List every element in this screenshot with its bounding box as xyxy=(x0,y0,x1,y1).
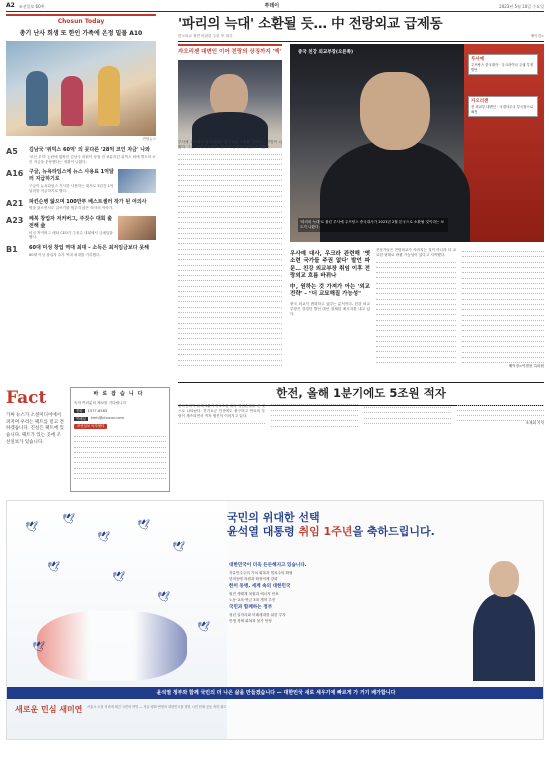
article-column xyxy=(462,248,544,376)
text-line xyxy=(178,177,282,181)
main-subline-right: 베이징= xyxy=(530,34,544,39)
photo-figure xyxy=(98,66,120,126)
ad-title-name: 윤석열 대통령 xyxy=(227,525,295,539)
main-headline-block xyxy=(178,16,544,42)
contact-label: 이메일 xyxy=(76,416,86,421)
text-line xyxy=(178,209,282,213)
text-line xyxy=(178,325,282,329)
text-line xyxy=(364,420,451,424)
text-line xyxy=(376,306,456,310)
text-line xyxy=(178,282,282,286)
text-line xyxy=(178,203,282,207)
text-line xyxy=(178,267,282,271)
text-line xyxy=(178,420,265,424)
text-line xyxy=(376,269,456,273)
ad-list-item: 원전 생태계 복원과 에너지 안보 xyxy=(229,592,279,597)
reader-center-button[interactable]: 조선일보 독자센터 xyxy=(74,424,107,429)
contact-row xyxy=(74,409,166,414)
contact-row xyxy=(74,424,166,429)
text-line xyxy=(178,240,282,244)
profile-text: 주프랑스 중국대사 · 우크라이나 주권 부정 발언 xyxy=(471,63,534,72)
text-line xyxy=(74,470,166,474)
text-line xyxy=(74,465,166,469)
text-lines xyxy=(462,248,544,363)
text-line xyxy=(462,301,544,305)
text-line xyxy=(462,248,544,252)
text-line xyxy=(376,311,456,315)
text-line xyxy=(462,253,544,257)
text-line xyxy=(462,311,544,315)
text-line xyxy=(178,351,282,355)
ad-list-heading: 한미 동맹, 세계 속의 대한민국 xyxy=(229,583,291,589)
text-lines xyxy=(376,258,456,363)
ad-portrait xyxy=(473,561,535,681)
text-line xyxy=(178,172,282,176)
text-line xyxy=(462,306,544,310)
text-line xyxy=(74,459,166,463)
text-line xyxy=(178,182,282,186)
text-line xyxy=(178,251,282,255)
pull-quote-block xyxy=(178,44,282,148)
article-body: 중국 외교가 변화하고 있다는 분석이다. 친강 외교부장은 강경한 발언 대신 절제된 메시지를 내고 있다. xyxy=(290,301,370,316)
text-lines xyxy=(74,433,166,479)
text-line xyxy=(74,454,166,458)
brief-text: 60세 이상 창업자 수가 역대 최대를 기록했다. xyxy=(29,253,101,258)
text-line xyxy=(462,296,544,300)
article-subhead: 中, 원하는 것 가져가 아는 '외교 전략' – "더 교묘해질 가능성" xyxy=(290,283,370,298)
brief-text: '코인 투자' 논란에 휩싸인 김남국 의원이 상장 전 보유하던 위믹스 외에 별도의 코인 자금을 운용했다는 정황이 나왔다. xyxy=(29,154,156,164)
chosun-today-column xyxy=(6,14,156,389)
pull-quote: 자오리젠 대변인 이어 전랑의 상징까지 '엑' xyxy=(178,49,282,55)
chosun-today-lead-title[interactable]: 총기 난사 희생 또 한인 가족에 온정 밀물 A10 xyxy=(19,30,143,38)
portrait-body xyxy=(473,593,535,681)
mid-article-body: 한국전력이 올해 1분기에 5조원 대의 영업손실을 낸 것으로 나타났다. 전기요금 인상에도 불구하고 연료비 부담이 계속되면서 적자 행진이 이어지고 있다. xyxy=(178,404,265,419)
text-line xyxy=(178,288,282,292)
main-headline[interactable]: '파리의 늑대' 소환될 듯… 中 전랑외교 급제동 xyxy=(178,16,443,32)
text-line xyxy=(271,412,358,416)
text-line xyxy=(376,343,456,347)
dove-icon: 🕊 xyxy=(47,562,60,573)
text-line xyxy=(178,150,282,154)
dove-icon: 🕊 xyxy=(157,592,170,603)
ad-list-item: 청년 일자리와 미래세대를 위한 투자 xyxy=(229,612,286,617)
text-line xyxy=(178,161,282,165)
text-line xyxy=(462,333,544,337)
dove-icon: 🕊 xyxy=(32,642,45,653)
ad-title-line1: 국민의 위대한 선택 xyxy=(227,511,320,524)
fact-text: 가짜 뉴스가 소셜미디어에서 퍼지며 우리는 팩트를 믿고 전하겠습니다. 진실은 팩트에 있습니다. 팩트가 있는 곳에 조선일보가 있습니다. xyxy=(6,412,64,445)
brief-code: A5 xyxy=(6,146,18,156)
text-line xyxy=(178,272,282,276)
ad-list-item: 자유민주주의 가치 회복과 법치주의 확립 xyxy=(229,571,293,576)
correction-text: 독자 여러분의 제보를 기다립니다 xyxy=(74,400,127,405)
text-line xyxy=(178,298,282,302)
text-line xyxy=(178,293,282,297)
text-line xyxy=(178,198,282,202)
text-line xyxy=(462,274,544,278)
text-line xyxy=(271,406,358,410)
mid-article xyxy=(178,404,544,492)
mid-article-credit: 조재희 기자 xyxy=(525,421,544,426)
ad-title-highlight: 취임 1주년 xyxy=(298,525,353,539)
text-line xyxy=(178,224,282,228)
article-body: 전문가들은 전랑외교가 사라지는 것이 아니라 더 교묘한 형태로 바뀔 가능성이 있다고 지적했다. xyxy=(376,248,456,258)
text-line xyxy=(178,335,282,339)
text-line xyxy=(178,256,282,260)
text-line xyxy=(376,295,456,299)
brief-code: A16 xyxy=(6,169,24,179)
text-line xyxy=(376,285,456,289)
brief-item[interactable] xyxy=(6,169,156,193)
text-line xyxy=(178,356,282,360)
brief-title: 파킨슨병 앓으며 100만부 베스트셀러 작가 된 여의사 xyxy=(29,198,147,205)
dove-icon: 🕊 xyxy=(137,520,150,531)
text-line xyxy=(376,301,456,305)
correction-box xyxy=(70,387,170,492)
ad-list-heading: 국민과 함께하는 정부 xyxy=(229,604,273,610)
dove-icon: 🕊 xyxy=(25,522,38,533)
brief-thumbnail xyxy=(118,216,156,240)
text-line xyxy=(178,193,282,197)
text-line xyxy=(178,330,282,334)
brief-thumbnail xyxy=(118,169,156,193)
text-line xyxy=(178,362,282,366)
brief-text: 병을 앓으면서도 글쓰기를 멈추지 않은 의사의 이야기. xyxy=(29,206,114,211)
text-line xyxy=(462,280,544,284)
text-line xyxy=(462,338,544,342)
text-line xyxy=(462,354,544,358)
contact-label: 전화 xyxy=(76,408,83,413)
contact-phone[interactable]: 1577-8585 xyxy=(87,408,108,413)
paper-name: 조선일보 60쪽 xyxy=(18,3,45,9)
brief-item[interactable] xyxy=(6,199,156,212)
article-column xyxy=(290,248,370,376)
text-line xyxy=(271,417,358,421)
text-line xyxy=(376,332,456,336)
text-line xyxy=(178,261,282,265)
contact-row xyxy=(74,416,166,421)
text-line xyxy=(178,277,282,281)
profile-text: 전 외교부 대변인 · 국경사무국 부국장으로 좌천 xyxy=(471,105,534,114)
text-line xyxy=(271,422,358,426)
brief-text: 마크 저커버그 메타 CEO가 주짓수 대회에서 금메달을 땄다. xyxy=(29,230,113,240)
text-line xyxy=(178,346,282,350)
ad-footer: 서울시 도심 거리에 새긴 국민의 여망 — 자유·평화·번영의 대한민국을 향한 시민 단체 공동 축하 광고 xyxy=(87,705,227,709)
photo-credit: 연합뉴스 xyxy=(142,137,156,142)
dove-icon: 🕊 xyxy=(172,542,185,553)
text-line xyxy=(364,409,451,413)
text-line xyxy=(178,156,282,160)
brief-item[interactable] xyxy=(6,147,156,164)
text-line xyxy=(462,317,544,321)
ad-sponsor: 새로운 민심 새미연 xyxy=(15,705,83,714)
ad-list-item: 민생 경제 회복과 물가 안정 xyxy=(229,618,272,623)
lead-photo xyxy=(6,41,156,136)
text-line xyxy=(462,343,544,347)
profile-box xyxy=(468,54,538,75)
text-line xyxy=(462,285,544,289)
ad-list-item: 한미동맹 복원과 확장억제 강화 xyxy=(229,577,278,582)
text-line xyxy=(178,314,282,318)
text-line xyxy=(457,407,544,411)
main-photo xyxy=(290,44,544,242)
profile-name: 자오리젠 xyxy=(471,99,489,104)
page-number: A2 xyxy=(6,2,15,10)
text-line xyxy=(376,290,456,294)
text-line xyxy=(178,304,282,308)
text-line xyxy=(376,280,456,284)
text-line xyxy=(178,235,282,239)
ad-list-item: 노동·교육·연금 3대 개혁 추진 xyxy=(229,597,276,602)
text-line xyxy=(178,230,282,234)
text-line xyxy=(376,322,456,326)
article-subhead: 우사예 대사, 우크라 관련해 '옛 소련 국가들 주권 없다' 발언 파문… 친강 외교부장 취임 이후 전랑외교 흐름 바뀌나 xyxy=(290,251,370,280)
text-line xyxy=(462,264,544,268)
ad-banner: 윤석열 정부와 함께 국민의 더 나은 삶을 만들겠습니다 — 대한민국 새로 세우기에 빠르게 가 거기 배가합니다 xyxy=(7,687,544,699)
section-title: 투데이 xyxy=(264,3,280,10)
dove-icon: 🕊 xyxy=(112,572,125,583)
text-line xyxy=(462,322,544,326)
text-line xyxy=(364,414,451,418)
text-line xyxy=(376,258,456,262)
correction-line xyxy=(74,401,166,406)
mid-headline[interactable]: 한전, 올해 1분기에도 5조원 적자 xyxy=(178,382,544,406)
text-line xyxy=(462,259,544,263)
ad-flag-wave xyxy=(37,611,187,681)
article-column xyxy=(376,248,456,376)
text-line xyxy=(178,214,282,218)
brief-code: B1 xyxy=(6,245,18,255)
contact-email[interactable]: kmh@chosun.com xyxy=(90,416,124,421)
text-line xyxy=(178,309,282,313)
article-column xyxy=(178,140,282,376)
text-line xyxy=(178,245,282,249)
ad-achievement-list xyxy=(229,561,469,625)
text-line xyxy=(376,348,456,352)
dove-icon: 🕊 xyxy=(97,532,110,543)
text-line xyxy=(74,433,166,437)
text-line xyxy=(178,166,282,170)
brief-item[interactable] xyxy=(6,216,156,240)
brief-title: 60대 미성 창업 역대 최대 – 소득은 최저임금보다 못해 xyxy=(29,245,149,252)
text-line xyxy=(376,317,456,321)
ad-title-end: 을 축하드립니다. xyxy=(352,525,435,539)
dove-icon: 🕊 xyxy=(197,622,210,633)
text-line xyxy=(462,269,544,273)
correction-title: 바로잡습니다 xyxy=(93,391,147,397)
text-line xyxy=(178,187,282,191)
text-line xyxy=(462,348,544,352)
ad-list-heading: 대한민국이 더욱 든든해지고 있습니다. xyxy=(229,563,307,568)
brief-title: 구글, 뉴욕타임스에 뉴스 사용료 1억달러 지급하기로 xyxy=(29,169,114,183)
chosun-today-label: Chosun Today xyxy=(6,14,156,26)
brief-title: 김남국 '위믹스 60억' 의 뭇다른 '28억 코인 자금' 나와 xyxy=(29,146,150,153)
article-body: 루사예 주프랑스 중국대사가 본국으로 소환될 것이라는 전망이 나왔다. 그는 '파리의 늑대'로 불리며 공격적 발언을 이어왔다. xyxy=(178,140,282,150)
text-line xyxy=(74,443,166,447)
brief-code: A21 xyxy=(6,198,24,208)
photo-caption: '파리의 늑대'로 불린 루사예 주프랑스 중국대사가 2023년 2월 본국으로 소환될 것이라는 보도가 나왔다. xyxy=(298,218,448,232)
portrait-head xyxy=(489,561,519,597)
text-line xyxy=(74,475,166,479)
fact-logo: Fact xyxy=(6,388,47,408)
brief-code: A23 xyxy=(6,216,24,226)
text-line xyxy=(376,327,456,331)
text-line xyxy=(74,438,166,442)
text-line xyxy=(376,359,456,363)
text-line xyxy=(376,353,456,357)
main-subline-left: 한국외교 정면 비판한 주한 中 대사 xyxy=(178,34,233,39)
text-line xyxy=(462,359,544,363)
brief-item[interactable] xyxy=(6,245,156,258)
issue-date: 2023년 5월 10일 수요일 xyxy=(499,3,544,9)
photo-head xyxy=(360,72,430,150)
article-credit: 베이징=이벌찬 특파원 xyxy=(508,364,544,369)
ad-headline xyxy=(227,511,477,540)
photo-figure xyxy=(26,71,48,126)
text-line xyxy=(376,338,456,342)
text-line xyxy=(178,341,282,345)
pull-quote-photo xyxy=(178,60,282,148)
photo-tag: 중국 친강 외교부장(오른쪽) xyxy=(298,50,354,55)
advertisement[interactable] xyxy=(6,500,544,740)
text-line xyxy=(462,327,544,331)
text-line xyxy=(74,449,166,453)
text-line xyxy=(178,219,282,223)
photo-figure xyxy=(61,76,83,126)
text-line xyxy=(457,412,544,416)
text-line xyxy=(462,290,544,294)
profile-name: 루사예 xyxy=(471,57,485,62)
text-line xyxy=(376,264,456,268)
brief-text: 구글이 뉴욕타임스 기사를 사용하는 대가로 3년간 1억달러를 지급하기로 했다. xyxy=(29,183,114,193)
dove-icon: 🕊 xyxy=(62,514,75,525)
fact-box xyxy=(6,387,64,447)
text-lines xyxy=(178,150,282,365)
text-line xyxy=(376,274,456,278)
profile-box xyxy=(468,96,538,117)
text-line xyxy=(178,319,282,323)
brief-title: 페북 창업자 저커버그, 주짓수 대회 출전해 金 xyxy=(29,216,113,229)
masthead xyxy=(6,2,544,12)
